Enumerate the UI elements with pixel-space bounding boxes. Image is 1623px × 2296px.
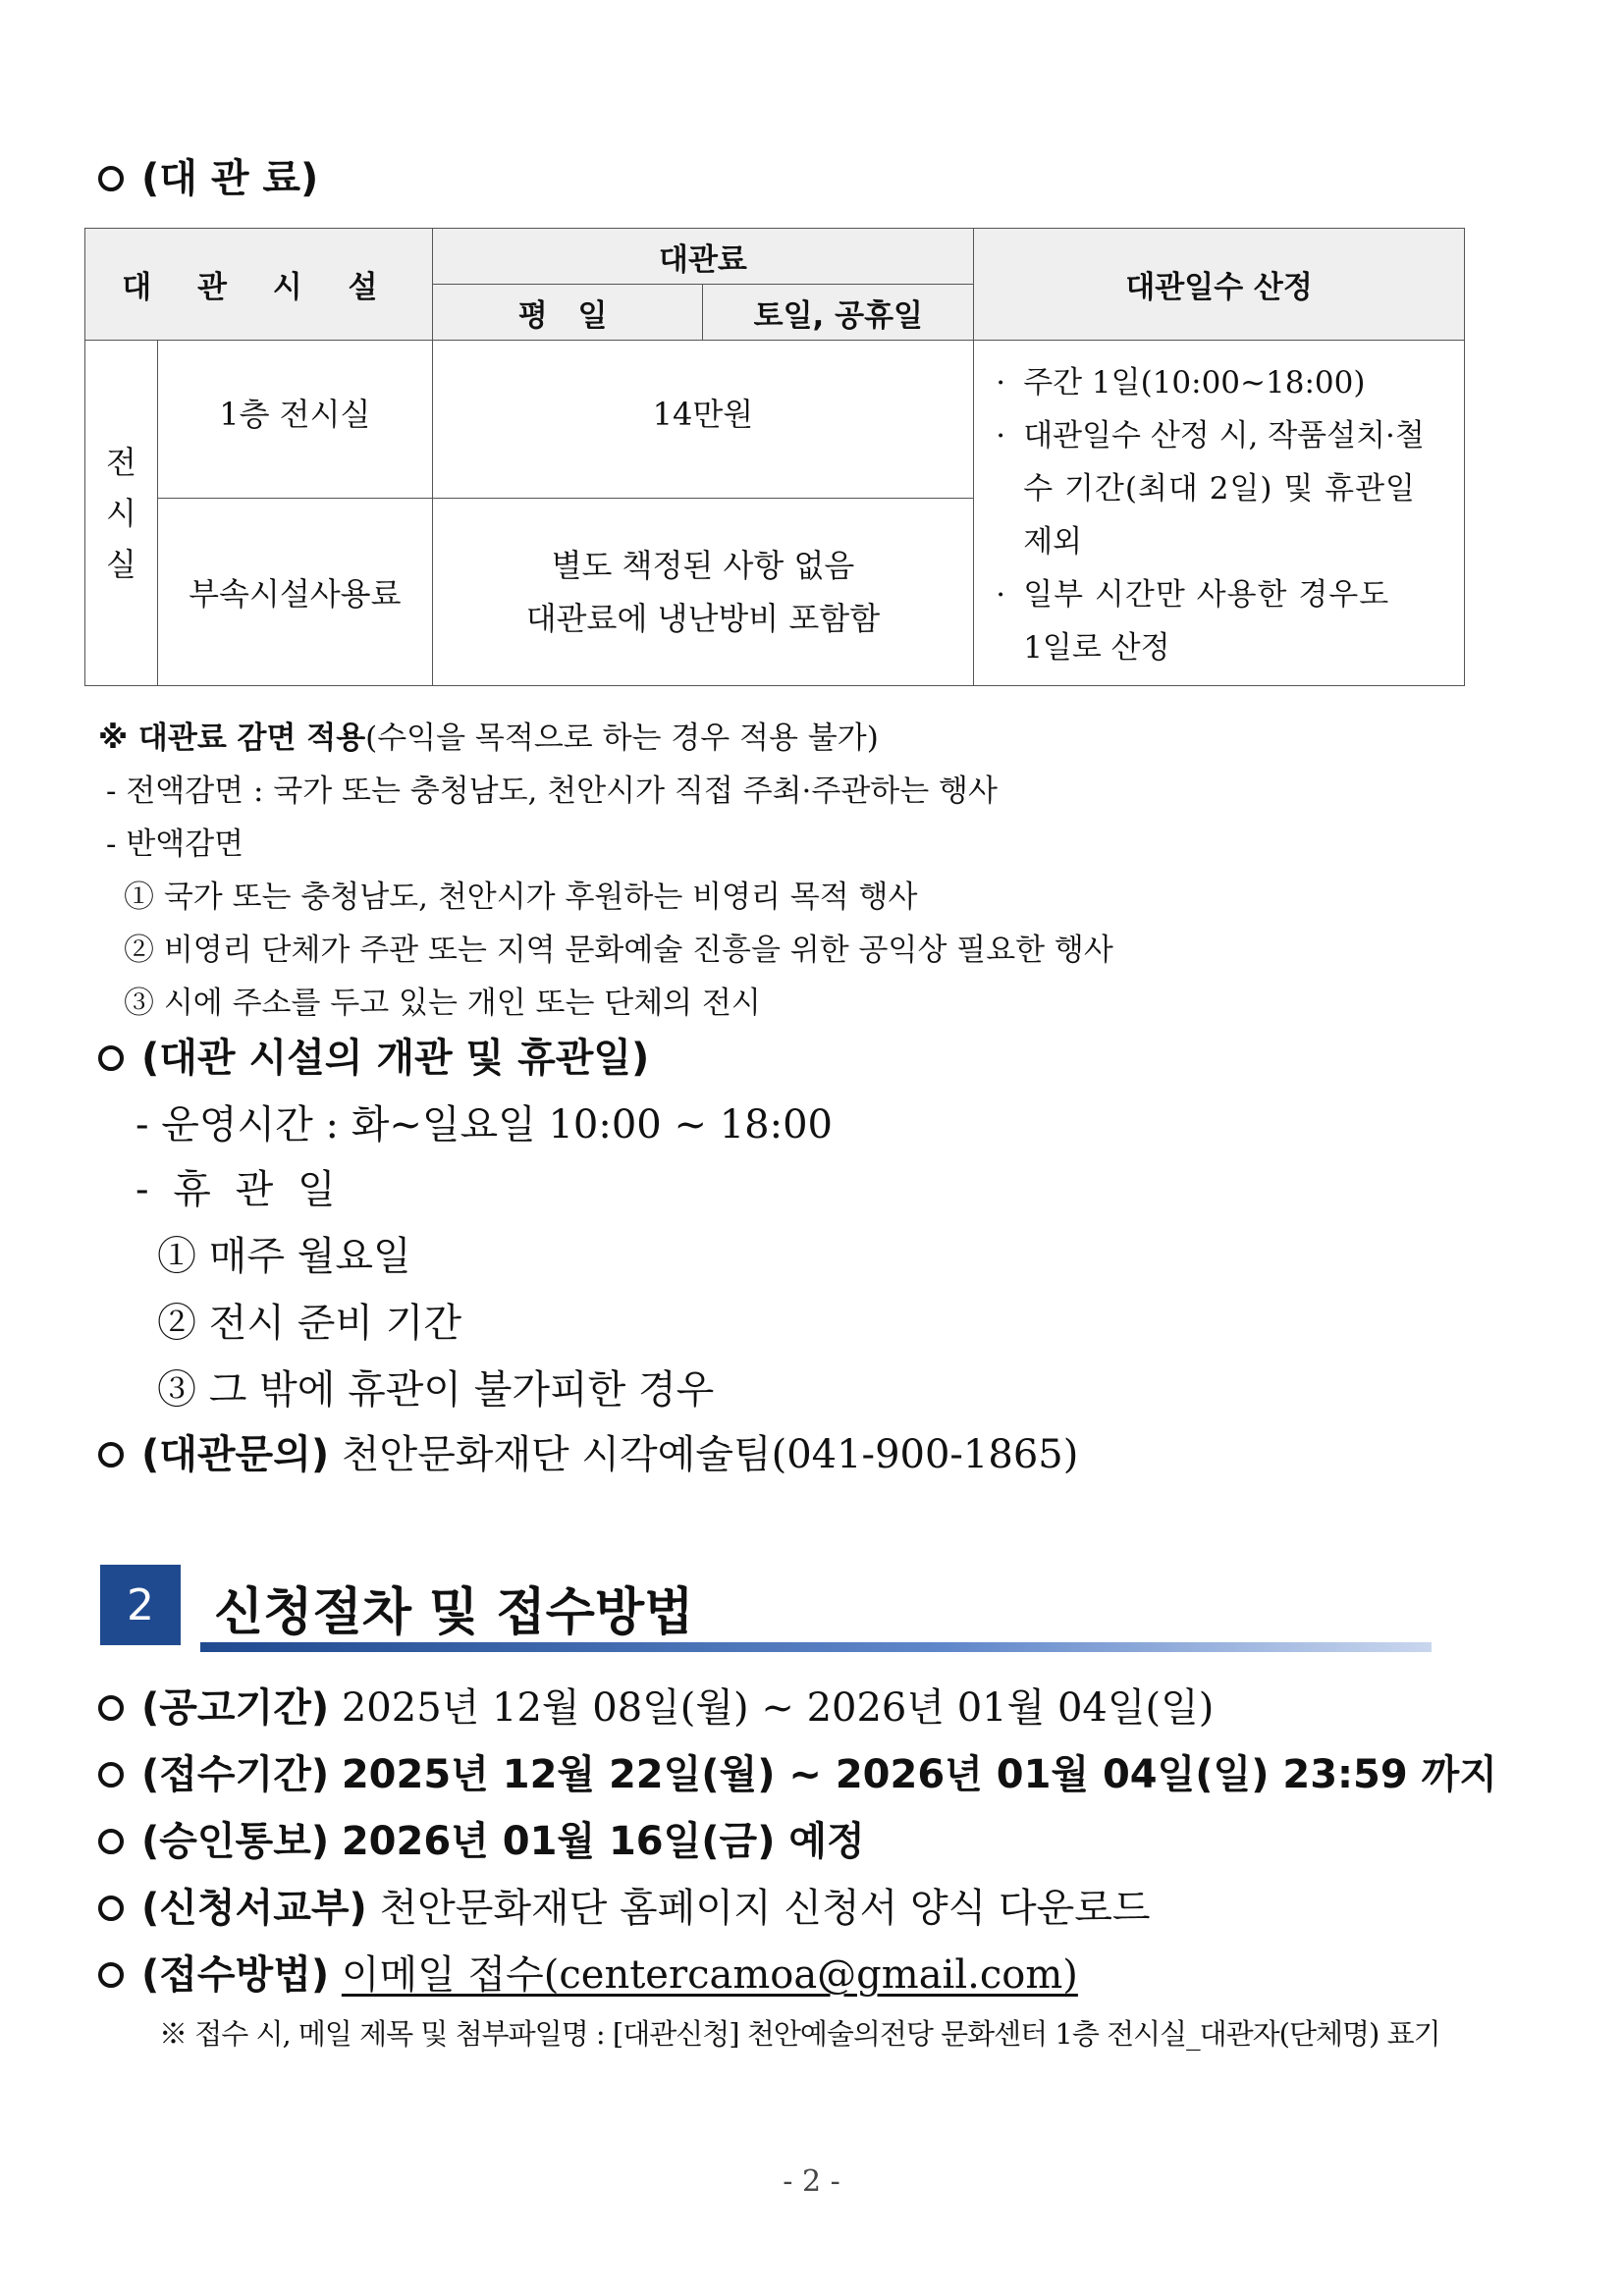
days-note-line: 1일로 산정 bbox=[1023, 630, 1170, 666]
row1-name: 1층 전시실 bbox=[157, 341, 432, 499]
category-char: 시 bbox=[106, 494, 136, 532]
days-header: 대관일수 산정 bbox=[974, 229, 1465, 341]
days-note-line: · 대관일수 산정 시, 작품설치·철 bbox=[996, 418, 1425, 454]
discount-full: - 전액감면 : 국가 또는 충청남도, 천안시가 직접 주최·주관하는 행사 bbox=[106, 774, 998, 809]
days-note-line: · 일부 시간만 사용한 경우도 bbox=[996, 577, 1390, 613]
category-char: 실 bbox=[106, 545, 136, 583]
days-note-line: 수 기간(최대 2일) 및 휴관일 bbox=[1023, 471, 1416, 507]
approval-notice: (승인통보) 2026년 01월 16일(금) 예정 bbox=[98, 1810, 865, 1866]
row2-name: 부속시설사용료 bbox=[157, 499, 432, 686]
section2-underline bbox=[200, 1642, 1432, 1652]
submission-footnote: ※ 접수 시, 메일 제목 및 첨부파일명 : [대관신청] 천안예술의전당 문화센터 1층 전시실_대관자(단체명) 표기 bbox=[159, 2017, 1440, 2051]
receipt-period: (접수기간) 2025년 12월 22일(월) ~ 2026년 01월 04일(일) 23:59 까지 bbox=[98, 1743, 1497, 1799]
circle-bullet-icon bbox=[98, 1962, 124, 1988]
weekend-header: 토일, 공휴일 bbox=[703, 285, 974, 341]
circle-bullet-icon bbox=[98, 1896, 124, 1921]
hours-section-title: (대관 시설의 개관 및 휴관일) bbox=[141, 1036, 650, 1081]
row2-fee bbox=[432, 499, 974, 686]
row2-fee-line2: 대관료에 냉난방비 포함함 bbox=[525, 600, 881, 637]
row1-fee: 14만원 bbox=[432, 341, 974, 499]
discount-title bbox=[98, 713, 879, 757]
category-cell bbox=[85, 341, 158, 686]
facility-header: 대 관 시 설 bbox=[85, 229, 433, 341]
discount-item: ② 비영리 단체가 주관 또는 지역 문화예술 진흥을 위한 공익상 필요한 행사 bbox=[124, 933, 1113, 968]
row2-fee-line1: 별도 책정된 사항 없음 bbox=[551, 547, 855, 584]
category-char: 전 bbox=[106, 443, 136, 481]
circle-bullet-icon bbox=[98, 1045, 124, 1071]
circle-bullet-icon bbox=[98, 1829, 124, 1854]
closed-days-label: - 휴 관 일 bbox=[135, 1167, 342, 1212]
closed-day-item: ③ 그 밖에 휴관이 불가피한 경우 bbox=[157, 1367, 715, 1413]
days-notes bbox=[974, 341, 1465, 686]
discount-title-bold: ※ 대관료 감면 적용 bbox=[98, 721, 366, 756]
fee-table bbox=[84, 228, 1465, 686]
section2-title: 신청절차 및 접수방법 bbox=[214, 1583, 694, 1642]
inquiry-text: 천안문화재단 시각예술팀(041-900-1865) bbox=[341, 1432, 1079, 1477]
page-number: - 2 - bbox=[783, 2164, 840, 2199]
section-number-badge: 2 bbox=[100, 1565, 181, 1645]
inquiry-label: (대관문의) bbox=[141, 1432, 330, 1477]
weekday-header: 평 일 bbox=[432, 285, 703, 341]
form-distribution: (신청서교부) 천안문화재단 홈페이지 신청서 양식 다운로드 bbox=[98, 1877, 1151, 1933]
discount-item: ① 국가 또는 충청남도, 천안시가 후원하는 비영리 목적 행사 bbox=[124, 880, 918, 915]
closed-day-item: ② 전시 준비 기간 bbox=[157, 1301, 461, 1346]
circle-bullet-icon bbox=[98, 1762, 124, 1788]
circle-bullet-icon bbox=[98, 166, 124, 191]
operating-hours: - 운영시간 : 화~일요일 10:00 ~ 18:00 bbox=[135, 1102, 833, 1148]
days-note-line: · 주간 1일(10:00~18:00) bbox=[996, 365, 1366, 400]
closed-day-item: ① 매주 월요일 bbox=[157, 1234, 411, 1279]
fee-section-title: (대 관 료) bbox=[141, 156, 319, 201]
notice-period: (공고기간) 2025년 12월 08일(월) ~ 2026년 01월 04일(일) bbox=[98, 1677, 1214, 1733]
fee-section-heading bbox=[98, 147, 318, 203]
email-link[interactable]: 이메일 접수(centercamoa@gmail.com) bbox=[341, 1952, 1078, 1998]
discount-half: - 반액감면 bbox=[106, 827, 244, 862]
fee-header: 대관료 bbox=[432, 229, 974, 285]
hours-section-heading bbox=[98, 1027, 649, 1083]
circle-bullet-icon bbox=[98, 1695, 124, 1721]
discount-item: ③ 시에 주소를 두고 있는 개인 또는 단체의 전시 bbox=[124, 986, 761, 1021]
circle-bullet-icon bbox=[98, 1442, 124, 1468]
discount-title-rest: (수익을 목적으로 하는 경우 적용 불가) bbox=[365, 721, 879, 756]
days-note-line: 제외 bbox=[1023, 524, 1083, 560]
submission-method: (접수방법) 이메일 접수(centercamoa@gmail.com) bbox=[98, 1944, 1078, 2000]
inquiry-line bbox=[98, 1423, 1078, 1479]
